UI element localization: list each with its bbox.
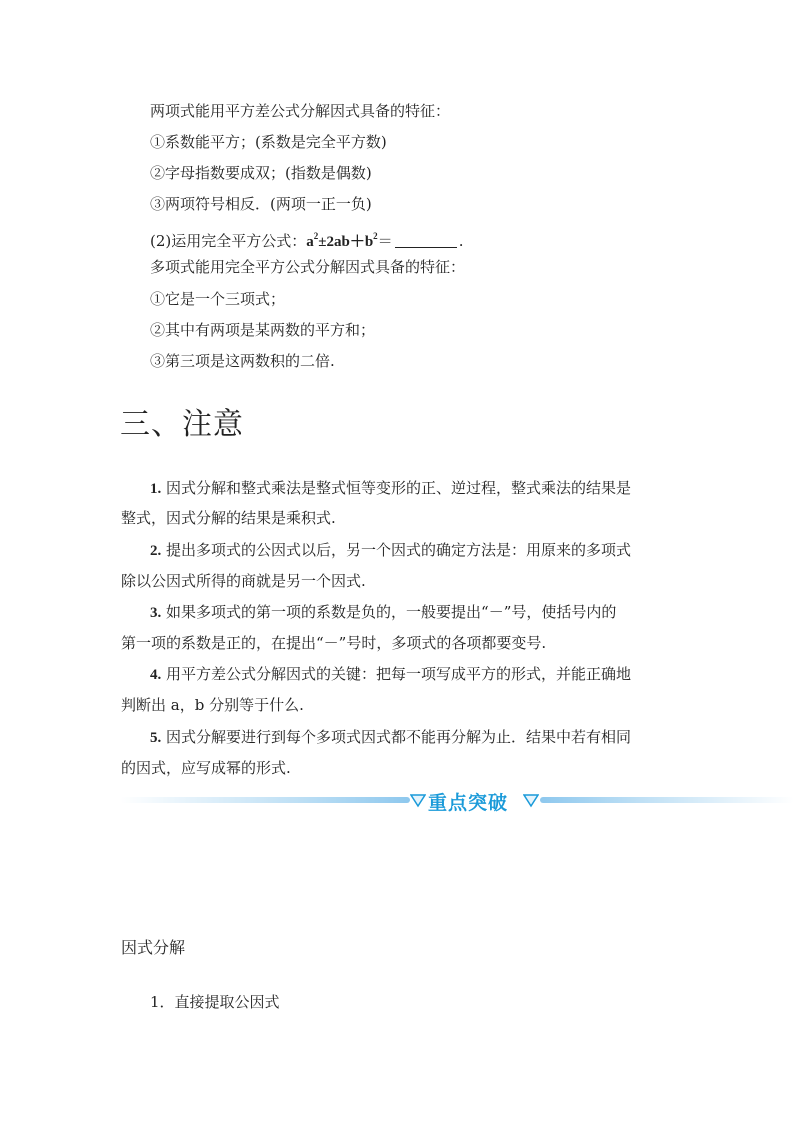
factor-out-common-item: 1．直接提取公因式 — [150, 993, 280, 1011]
diff-feature-3: ③两项符号相反．(两项一正一负) — [150, 195, 372, 213]
square-feature-3: ③第三项是这两数积的二倍. — [150, 352, 335, 370]
formula-prefix: (2)运用完全平方公式： — [150, 232, 307, 250]
formula-exp-1: 2 — [313, 231, 319, 241]
note-4-line-1 — [150, 664, 631, 685]
note-3-number: 3. — [150, 605, 162, 621]
note-1-number: 1. — [150, 481, 162, 497]
diff-feature-2: ②字母指数要成双；(指数是偶数) — [150, 164, 372, 182]
formula-exp-2: 2 — [373, 231, 378, 241]
note-2-line-2: 除以公因式所得的商就是另一个因式. — [121, 572, 366, 590]
note-3-line-1 — [150, 602, 616, 623]
section-heading: 三、注意 — [120, 407, 244, 442]
perfect-square-formula — [150, 226, 463, 252]
formula-equals: ＝ — [377, 232, 393, 250]
note-5-text-1: 因式分解要进行到每个多项式因式都不能再分解为止．结果中若有相同 — [161, 728, 632, 746]
formula-period: . — [458, 232, 464, 250]
note-4-line-2: 判断出 a，b 分别等于什么. — [121, 696, 304, 714]
note-1-line-2: 整式，因式分解的结果是乘积式. — [121, 509, 336, 527]
triangle-down-icon — [410, 792, 426, 808]
note-1-text-1: 因式分解和整式乘法是整式恒等变形的正、逆过程，整式乘法的结果是 — [161, 479, 632, 497]
note-2-number: 2. — [150, 543, 162, 559]
square-feature-1: ①它是一个三项式； — [150, 290, 286, 308]
square-feature-2: ②其中有两项是某两数的平方和； — [150, 321, 376, 339]
triangle-down-icon — [523, 792, 539, 808]
answer-blank[interactable] — [395, 233, 457, 248]
square-feature-title: 多项式能用完全平方公式分解因式具备的特征： — [150, 258, 466, 276]
banner-line-left — [120, 797, 410, 803]
note-3-line-2: 第一项的系数是正的，在提出“－”号时，多项式的各项都要变号. — [121, 634, 547, 652]
banner-line-right — [540, 797, 794, 803]
key-points-banner — [120, 786, 794, 814]
formula-mid: ±2ab＋b — [318, 234, 374, 250]
note-1-line-1 — [150, 478, 631, 499]
banner-title: 重点突破 — [428, 792, 509, 814]
note-5-line-2: 的因式，应写成幂的形式. — [121, 759, 291, 777]
factorization-title: 因式分解 — [121, 938, 186, 957]
note-5-number: 5. — [150, 730, 162, 746]
diff-feature-title: 两项式能用平方差公式分解因式具备的特征： — [150, 102, 451, 120]
note-5-line-1 — [150, 727, 631, 748]
note-2-text-1: 提出多项式的公因式以后，另一个因式的确定方法是：用原来的多项式 — [161, 541, 632, 559]
note-2-line-1 — [150, 540, 631, 561]
note-4-number: 4. — [150, 667, 162, 683]
formula-a: a — [306, 234, 314, 250]
note-3-text-1: 如果多项式的第一项的系数是负的，一般要提出“－”号，使括号内的 — [161, 603, 617, 621]
note-4-text-1: 用平方差公式分解因式的关键：把每一项写成平方的形式，并能正确地 — [161, 665, 632, 683]
diff-feature-1: ①系数能平方；(系数是完全平方数) — [150, 133, 387, 151]
